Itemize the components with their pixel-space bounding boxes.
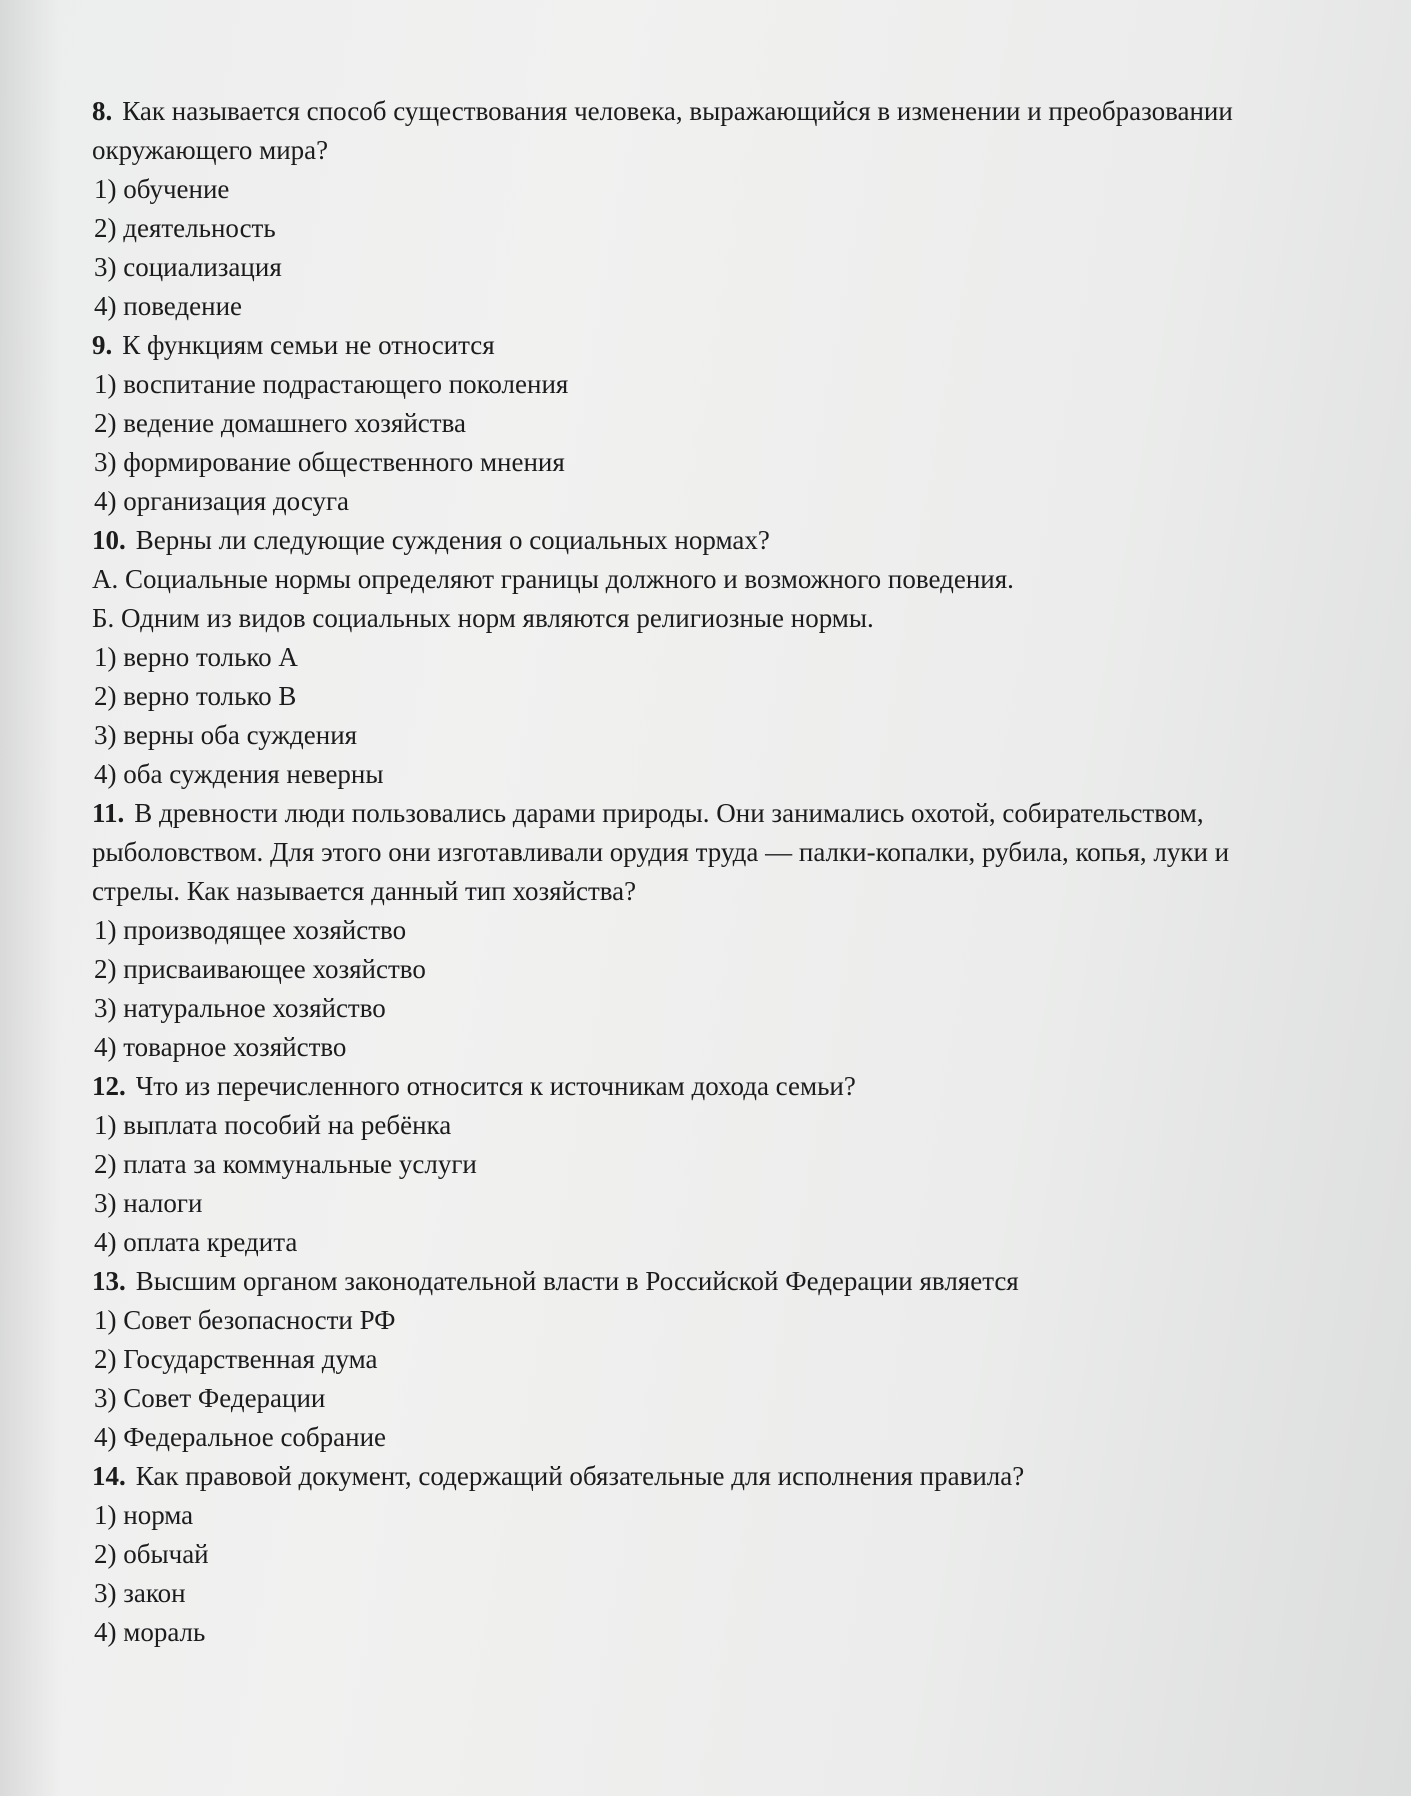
option-1: 1) Совет безопасности РФ	[94, 1305, 396, 1335]
option-2: 2) плата за коммунальные услуги	[94, 1149, 477, 1179]
question-9-line-1	[92, 326, 1352, 365]
option-4: 4) Федеральное собрание	[94, 1422, 387, 1452]
option-2: 2) присваивающее хозяйство	[94, 954, 426, 984]
question-14-line-1	[92, 1457, 1352, 1496]
option-4: 4) поведение	[94, 291, 243, 321]
option-4: 4) товарное хозяйство	[94, 1032, 347, 1062]
statement-a: А. Социальные нормы определяют границы должного и возможного поведения.	[92, 564, 1014, 594]
question-8	[92, 92, 1352, 326]
question-text: Как правовой документ, содержащий обязательные для исполнения правила?	[135, 1461, 1025, 1491]
option-4: 4) мораль	[94, 1617, 206, 1647]
option-3: 3) верны оба суждения	[94, 720, 358, 750]
option-1: 1) производящее хозяйство	[94, 915, 407, 945]
option-2: 2) деятельность	[94, 213, 276, 243]
statement-b: Б. Одним из видов социальных норм являются религиозные нормы.	[92, 603, 874, 633]
question-text: В древности люди пользовались дарами природы. Они занимались охотой, собирательством,	[134, 798, 1204, 828]
question-10	[92, 521, 1352, 794]
question-number: 8.	[92, 96, 113, 126]
question-13	[92, 1262, 1352, 1457]
option-1: 1) норма	[94, 1500, 194, 1530]
test-content	[92, 92, 1352, 1652]
question-12-line-1	[92, 1067, 1352, 1106]
option-2: 2) Государственная дума	[94, 1344, 378, 1374]
question-number: 11.	[92, 798, 125, 828]
option-3: 3) налоги	[94, 1188, 203, 1218]
option-2: 2) верно только В	[94, 681, 297, 711]
question-11-line-3: стрелы. Как называется данный тип хозяйства?	[92, 876, 637, 906]
question-number: 13.	[92, 1266, 126, 1296]
question-number: 12.	[92, 1071, 126, 1101]
question-11-line-2: рыболовством. Для этого они изготавливали орудия труда — палки-копалки, рубила, копья, луки и	[92, 837, 1230, 867]
question-14	[92, 1457, 1352, 1652]
question-text: Как называется способ существования человека, выражающийся в изменении и преобразовании	[122, 96, 1233, 126]
question-8-line-1	[92, 92, 1352, 131]
question-number: 10.	[92, 525, 126, 555]
question-text: Что из перечисленного относится к источникам дохода семьи?	[135, 1071, 856, 1101]
option-1: 1) верно только А	[94, 642, 298, 672]
question-number: 9.	[92, 330, 113, 360]
option-1: 1) обучение	[94, 174, 230, 204]
page-shadow	[0, 0, 60, 1796]
question-13-line-1	[92, 1262, 1352, 1301]
option-2: 2) обычай	[94, 1539, 209, 1569]
question-number: 14.	[92, 1461, 126, 1491]
question-11-line-1	[92, 794, 1352, 833]
option-3: 3) Совет Федерации	[94, 1383, 326, 1413]
question-10-line-1	[92, 521, 1352, 560]
question-text: Верны ли следующие суждения о социальных нормах?	[135, 525, 770, 555]
question-9	[92, 326, 1352, 521]
option-1: 1) воспитание подрастающего поколения	[94, 369, 569, 399]
option-3: 3) закон	[94, 1578, 186, 1608]
option-2: 2) ведение домашнего хозяйства	[94, 408, 466, 438]
option-3: 3) социализация	[94, 252, 282, 282]
option-4: 4) организация досуга	[94, 486, 350, 516]
question-8-line-2: окружающего мира?	[92, 135, 329, 165]
option-3: 3) формирование общественного мнения	[94, 447, 565, 477]
question-text: Высшим органом законодательной власти в Российской Федерации является	[135, 1266, 1019, 1296]
question-12	[92, 1067, 1352, 1262]
option-3: 3) натуральное хозяйство	[94, 993, 386, 1023]
question-text: К функциям семьи не относится	[122, 330, 495, 360]
question-11	[92, 794, 1352, 1067]
option-4: 4) оплата кредита	[94, 1227, 298, 1257]
option-1: 1) выплата пособий на ребёнка	[94, 1110, 452, 1140]
option-4: 4) оба суждения неверны	[94, 759, 384, 789]
